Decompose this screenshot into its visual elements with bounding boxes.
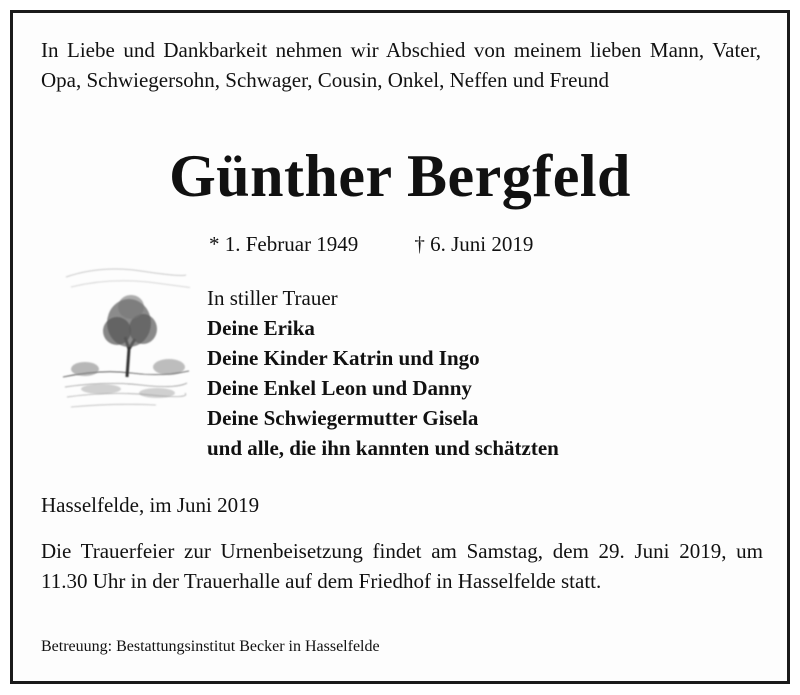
birth-date: * 1. Februar 1949 bbox=[209, 232, 359, 256]
mourner-line: Deine Kinder Katrin und Ingo bbox=[207, 346, 480, 370]
mourners-block bbox=[207, 283, 559, 463]
tree-illustration-icon bbox=[61, 257, 191, 417]
life-dates bbox=[209, 229, 533, 259]
mourner-line: Deine Enkel Leon und Danny bbox=[207, 376, 472, 400]
deceased-name: Günther Bergfeld bbox=[169, 143, 631, 209]
mourners-intro: In stiller Trauer bbox=[207, 286, 338, 310]
obituary-frame bbox=[10, 10, 790, 684]
place-and-date: Hasselfelde, im Juni 2019 bbox=[41, 493, 260, 517]
mourner-line: und alle, die ihn kannten und schätzten bbox=[207, 436, 559, 460]
mourner-line: Deine Schwiegermutter Gisela bbox=[207, 406, 479, 430]
service-details: Die Trauerfeier zur Urnenbeisetzung findet am Samstag, dem 29. Juni 2019, um 11.30 Uhr in der Trauerhalle auf dem Friedhof in Hasselfelde statt. bbox=[41, 539, 763, 593]
death-date: † 6. Juni 2019 bbox=[414, 232, 534, 256]
intro-text: In Liebe und Dankbarkeit nehmen wir Abschied von meinem lieben Mann, Vater, Opa, Schwiegersohn, Schwager, Cousin, Onkel, Neffen und Freund bbox=[41, 38, 761, 92]
mourner-line: Deine Erika bbox=[207, 316, 315, 340]
funeral-home-credit: Betreuung: Bestattungsinstitut Becker in Hasselfelde bbox=[41, 638, 380, 655]
